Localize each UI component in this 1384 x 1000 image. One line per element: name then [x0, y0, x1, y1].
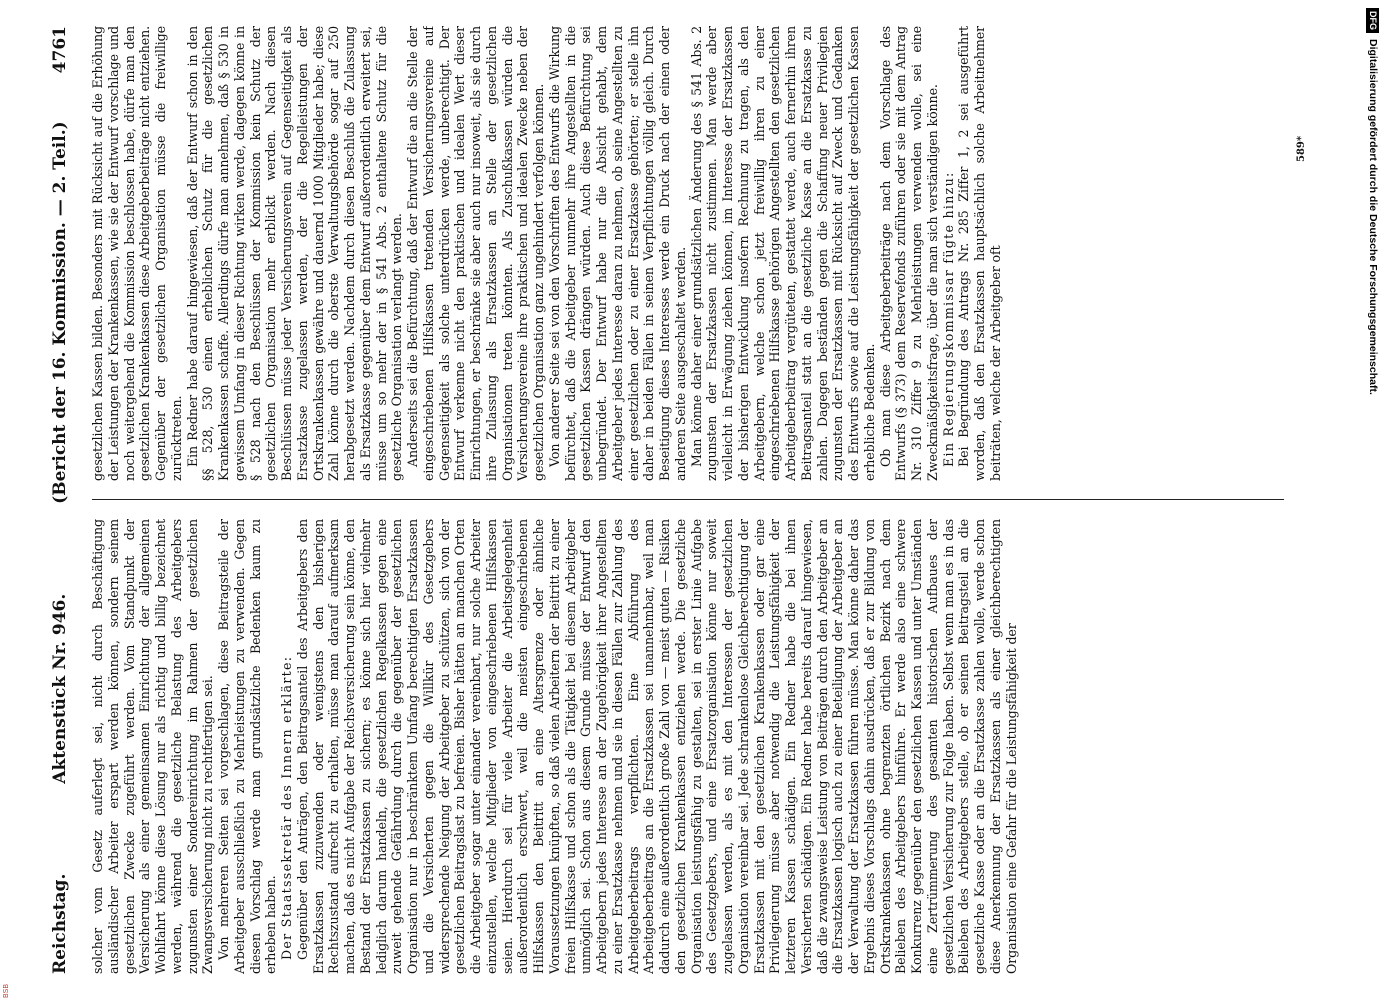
dfg-logo: DFG — [1367, 8, 1380, 33]
right-column-speaker-heading: Ein Regierungskommissar fügte hinzu: — [940, 171, 956, 467]
right-column-paragraph: Anderseits sei die Befürchtung, daß der Entwurf die an die Stelle der eingeschriebenen Hilfskassen tretenden Versicherungsvereine auf Gegenseitigkeit als solche unterdrücken werde, unberechtigt. Der Entwurf verkenne nicht den praktischen und idealen Wert dieser Einrichtungen, er beschränke sie aber auch nur insoweit, als sie durch ihre Zulassung als Ersatzkassen an Stelle der gesetzlichen Organisationen treten könnten. Als Zuschußkassen würden die Versicherungsvereine ihre praktischen und idealen Zwecke neben der gesetzlichen Organisation ganz ungehindert verfolgen können. — [405, 26, 546, 481]
library-stamp — [3, 972, 15, 998]
signature-mark: 589* — [1296, 135, 1307, 162]
right-text-column — [90, 26, 1285, 481]
left-column-paragraph: solcher vom Gesetz auferlegt sei, nicht durch Beschäftigung ausländischer Arbeiter erspart werden können, sondern seinem gesetzlichen Zwecke zugeführt werden. Vom Standpunkt der Versicherung als einer gemeinsamen Einrichtung der allgemeinen Wohlfahrt könne diese Lösung nur als richtig und billig bezeichnet werden, während die gesetzliche Belastung des Arbeitgebers zugunsten einer Sondereinrichtung im Rahmen der gesetzlichen Zwangsversicherung nicht zu rechtfertigen sei. — [90, 519, 216, 974]
right-column-paragraph: Ein Redner habe darauf hingewiesen, daß der Entwurf schon in den §§ 528, 530 einen erheblichen Schutz für die gesetzlichen Krankenkassen schaffe. Allerdings dürfe man annehmen, daß § 530 in gewissem Umfang in dieser Richtung wirken werde, dagegen könne in § 528 nach den Beschlüssen der Kommission kein Schutz der gesetzlichen Organisation mehr erblickt werden. Nach diesen Beschlüssen müsse jeder Versicherungsverein auf Gegenseitigkeit als Ersatzkasse zugelassen werden, der die Regelleistungen der Ortskrankenkassen gewähre und dauernd 1000 Mitglieder habe; diese Zahl könne durch die oberste Verwaltungsbehörde sogar auf 250 herabgesetzt werden. Nachdem durch diesen Beschluß die Zulassung als Ersatzkasse gegenüber dem Entwurf außerordentlich erweitert sei, müsse um so mehr der in § 541 Abs. 2 enthaltene Schutz für die gesetzliche Organisation verlangt werden. — [184, 26, 405, 481]
header-section: (Bericht der 16. Kommission. — 2. Teil.) — [50, 121, 70, 504]
left-column-paragraph: Gegenüber den Anträgen, den Beitragsanteil des Arbeitgebers den Ersatzkassen zuzuwenden oder wenigstens den bisherigen Rechtszustand aufrecht zu erhalten, müsse man darauf aufmerksam machen, daß es nicht Aufgabe der Reichsversicherung sein könne, den Bestand der Ersatzkassen zu sichern; es könne sich hier vielmehr lediglich darum handeln, die gesetzlichen Regelkassen gegen eine zuweit gehende Gefährdung durch die gegenüber der gesetzlichen Organisation nur in beschränktem Umfang berechtigten Ersatzkassen und die Versicherten gegen die Willkür des Gesetzgebers widersprechende Neigung der Arbeitgeber zu schützen, sich von der gesetzlichen Beitragslast zu befreien. Bisher hätten an manchen Orten die Arbeitgeber sogar unter einander vereinbart, nur solche Arbeiter einzustellen, welche Mitglieder von eingeschriebenen Hilfskassen seien. Hierdurch sei für viele Arbeiter die Arbeitsgelegenheit außerordentlich erschwert, weil die meisten eingeschriebenen Hilfskassen den Beitritt an eine Altersgrenze oder ähnliche Voraussetzungen knüpften, so daß vielen Arbeitern der Beitritt zu einer freien Hilfskasse und schon als die Tätigkeit bei diesem Arbeitgeber unmöglich sei. Schon aus diesem Grunde müsse der Entwurf den Arbeitgebern jedes Interesse an der Zugehörigkeit ihrer Angestellten zu einer Ersatzkasse nehmen und sie in diesen Fällen zur Zahlung des Arbeitgeberbeitrags verpflichten. Eine Abführung des Arbeitgeberbeitrags an die Ersatzkassen sei unannehmbar, weil man dadurch eine außerordentlich große Zahl von — meist guten — Risiken den gesetzlichen Krankenkassen entziehen werde. Die gesetzliche Organisation leistungsfähig zu gestalten, sei in erster Linie Aufgabe des Gesetzgebers, und eine Ersatzorganisation könne nur soweit zugelassen werden, als es mit den Interessen der gesetzlichen Organisation vereinbar sei. Jede schrankenlose Gleichberechtigung der Ersatzkassen mit den gesetzlichen Krankenkassen oder gar eine Privilegierung müsse aber notwendig die Leistungsfähigkeit der letzteren Kassen schädigen. Ein Redner habe die bei ihnen Versicherten schädigen. Ein Redner habe bereits darauf hingewiesen, daß die zwangsweise Leistung von Beiträgen durch den Arbeitgeber an die Ersatzkassen logisch auch zu einer Beteiligung der Arbeitgeber an der Verwaltung der Ersatzkassen führen müsse. Man könne daher das Ergebnis dieses Vorschlags dahin ausdrücken, daß er zur Bildung von Ortskrankenkassen ohne begrenzten örtlichen Bezirk nach dem Belieben des Arbeitgebers hinführe. Er werde also eine schwere Konkurrenz gegenüber den gesetzlichen Kassen und unter Umständen eine Zertrümmerung des gesamten historischen Aufbaues der gesetzlichen Versicherung zur Folge haben. Selbst wenn man es in das Belieben des Arbeitgebers stelle, ob er seinen Beitragsteil an die gesetzliche Kasse oder an die Ersatzkasse zahlen wolle, werde schon diese Anerkennung der Ersatzkassen als einer gleichberechtigten Organisation eine Gefahr für die Leistungsfähigkeit der — [294, 519, 1019, 974]
header-right — [50, 26, 70, 504]
right-column-paragraph: Ob man diese Arbeitgeberbeiträge nach dem Vorschlage des Entwurfs (§ 373) dem Reservefonds zuführen oder sie mit dem Antrag Nr. 310 Ziffer 9 zu Mehrleistungen verwenden wolle, sei eine Zweckmäßigkeitsfrage, über die man sich verständigen könne. — [877, 26, 940, 481]
page-header — [36, 26, 84, 974]
right-column-paragraph: Von anderer Seite sei von den Vorschriften des Entwurfs die Wirkung befürchtet, daß die Arbeitgeber nunmehr ihre Angestellten in die gesetzlichen Kassen drängen würden. Auch diese Befürchtung sei unbegründet. Der Entwurf habe nur die Absicht gehabt, dem Arbeitgeber jedes Interesse daran zu nehmen, ob seine Angestellten zu einer gesetzlichen oder zu einer Ersatzkasse gehörten; er stelle ihn daher in beiden Fällen in seinen Verpflichtungen völlig gleich. Durch Beseitigung dieses Interesses werde ein Druck nach der einen oder anderen Seite ausgeschaltet werden. — [546, 26, 688, 481]
left-text-column — [90, 519, 1285, 974]
digitization-credit: Digitalisierung gefördert durch die Deutsche Forschungsgemeinschaft. — [1367, 39, 1379, 395]
page-number: 4761 — [50, 26, 70, 74]
right-column-paragraph: Bei Begründung des Antrags Nr. 285 Ziffer 1, 2 sei ausgeführt worden, daß den Ersatzkassen hauptsächlich solche Arbeitnehmer beiträten, welche der Arbeitgeber oft — [956, 26, 1003, 481]
left-column-speaker-heading: Der Staatssekretär des Innern erklärte: — [279, 655, 294, 960]
left-column-paragraph: Von mehreren Seiten sei vorgeschlagen, diese Beitragsteile der Arbeitgeber ausschließlich zu Mehrleistungen zu verwenden. Gegen diesen Vorschlag werde man grundsätzliche Bedenken kaum zu erheben haben. — [216, 519, 279, 974]
dfg-margin-strip — [1362, 8, 1384, 748]
column-divider — [92, 499, 1284, 500]
header-document-title: Aktenstück Nr. 946. — [50, 593, 70, 784]
right-column-paragraph: Man könne daher einer grundsätzlichen Änderung des § 541 Abs. 2 zugunsten der Ersatzkassen nicht zustimmen. Man werde aber vielleicht in Erwägung ziehen können, im Interesse der Ersatzkassen der bisherigen Entwicklung insofern Rechnung zu tragen, als den Arbeitgebern, welche schon jetzt freiwillig ihren zu einer eingeschriebenen Hilfskasse gehörigen Angestellten den gesetzlichen Arbeitgeberbeitrag vergüteten, gestattet werde, auch fernerhin ihren Beitragsanteil statt an die gesetzliche Kasse an die Ersatzkasse zu zahlen. Dagegen beständen gegen die Schaffung neuer Privilegien zugunsten der Ersatzkassen mit Rücksicht auf Zweck und Gedanken des Entwurfs sowie auf die Leistungsfähigkeit der gesetzlichen Kassen erhebliche Bedenken. — [688, 26, 877, 481]
right-column-paragraph: gesetzlichen Kassen bilden. Besonders mit Rücksicht auf die Erhöhung der Leistungen der Krankenkassen, wie sie der Entwurf vorschlage und noch weitergehend die Kommission beschlossen habe, dürfe man den gesetzlichen Krankenkassen diese Arbeitgeberbeiträge nicht entziehen. Gegenüber der gesetzlichen Organisation müsse die freiwillige zurücktreten. — [90, 26, 184, 481]
header-left: Reichstag. — [50, 873, 70, 974]
library-stamp-text: BSB — [3, 983, 10, 998]
